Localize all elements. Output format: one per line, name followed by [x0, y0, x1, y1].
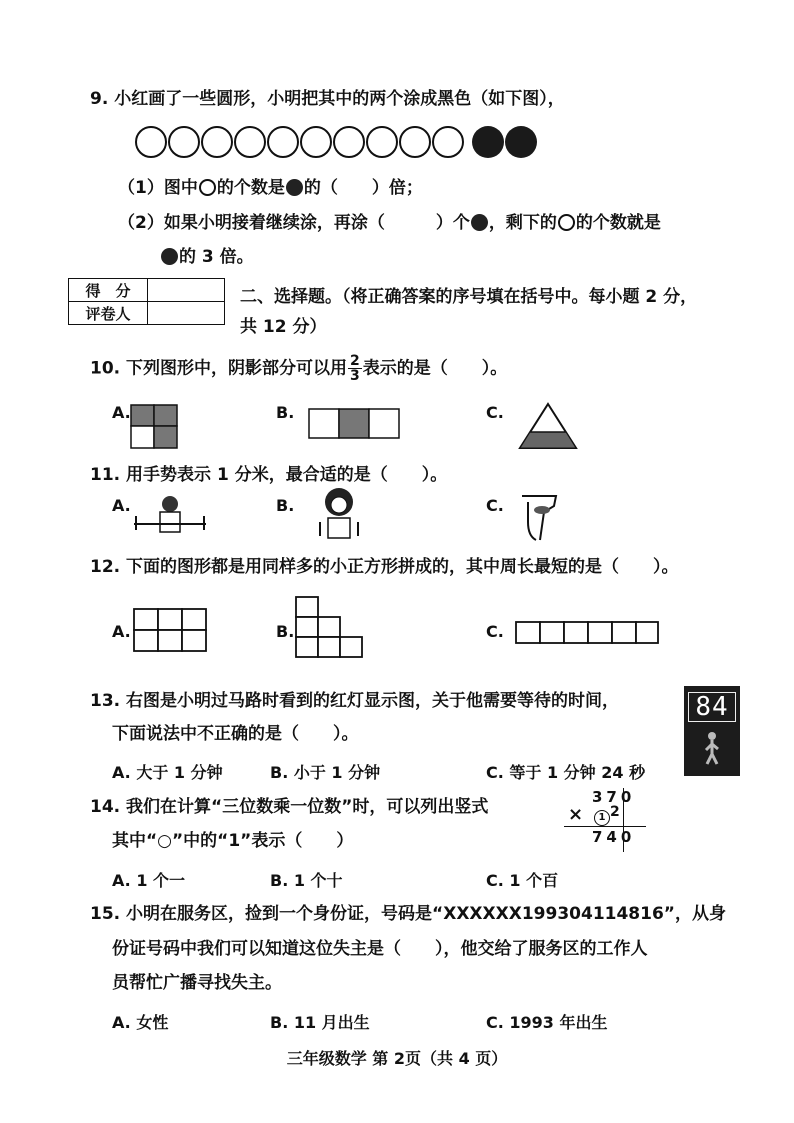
q13-stem-cont: 下面说法中不正确的是（ ）。 — [112, 724, 359, 744]
black-circle-icon — [161, 248, 178, 265]
q11-option-a[interactable]: A. — [112, 496, 131, 515]
q9-circle-row — [134, 124, 544, 160]
page-footer: 三年级数学 第 2页（共 4 页） — [286, 1049, 508, 1068]
q14-option-a[interactable]: A. 1 个一 — [112, 871, 186, 890]
section2-title: 二、选择题。（将正确答案的序号填在括号中。每小题 2 分， — [240, 287, 698, 307]
vertical-multiplication: 370 × 1 2 740 — [560, 788, 650, 854]
q13-option-a[interactable]: A. 大于 1 分钟 — [112, 763, 223, 782]
white-circle-icon — [558, 214, 575, 231]
black-circle — [472, 126, 504, 158]
white-circle — [268, 127, 298, 157]
section2-title-cont: 共 12 分） — [240, 317, 327, 337]
q9-part2-cont: 的 3 倍。 — [160, 246, 254, 268]
white-circle — [235, 127, 265, 157]
black-circle — [505, 126, 537, 158]
white-circle — [400, 127, 430, 157]
black-circle-icon — [286, 179, 303, 196]
countdown-digits: 84 — [688, 692, 736, 722]
q9-stem: 9. 小红画了一些圆形，小明把其中的两个涂成黑色（如下图）， — [90, 89, 565, 109]
white-circle — [367, 127, 397, 157]
q15-stem-cont: 份证号码中我们可以知道这位失主是（ ），他交给了服务区的工作人 — [112, 939, 648, 959]
q15-option-b[interactable]: B. 11 月出生 — [270, 1013, 370, 1032]
q15-option-a[interactable]: A. 女性 — [112, 1013, 169, 1032]
q15-option-c[interactable]: C. 1993 年出生 — [486, 1013, 608, 1032]
q9-part1: （1）图中 的个数是 的（ ）倍； — [118, 178, 423, 198]
white-circle — [169, 127, 199, 157]
q10-option-a[interactable]: A. — [112, 403, 131, 422]
white-circle — [334, 127, 364, 157]
q10-figure-c — [518, 402, 578, 450]
white-circle — [202, 127, 232, 157]
white-circle — [301, 127, 331, 157]
q11-option-b[interactable]: B. — [276, 496, 295, 515]
white-circle — [433, 127, 463, 157]
white-circle — [136, 127, 166, 157]
carry-circle: 1 — [594, 810, 610, 826]
traffic-light-display — [684, 686, 740, 776]
calc-line — [564, 826, 646, 827]
q15-stem-cont2: 员帮忙广播寻找失主。 — [112, 973, 282, 993]
q13-option-c[interactable]: C. 等于 1 分钟 24 秒 — [486, 763, 646, 782]
q11-stem: 11. 用手势表示 1 分米，最合适的是（ ）。 — [90, 465, 448, 485]
q14-option-b[interactable]: B. 1 个十 — [270, 871, 343, 890]
calc-vertical-line — [623, 788, 624, 852]
q11-gesture-b — [314, 486, 364, 540]
q14-stem: 14. 我们在计算“三位数乘一位数”时，可以列出竖式 — [90, 797, 489, 817]
q9-part2: （2）如果小明接着继续涂，再涂（ ）个 ，剩下的 的个数就是 — [118, 213, 661, 233]
q12-option-a[interactable]: A. — [112, 622, 131, 641]
q14-option-c[interactable]: C. 1 个百 — [486, 871, 559, 890]
q10-figure-b — [308, 408, 402, 440]
q12-option-b[interactable]: B. — [276, 622, 295, 641]
q12-stem: 12. 下面的图形都是用同样多的小正方形拼成的，其中周长最短的是（ ）。 — [90, 557, 679, 577]
q12-option-c[interactable]: C. — [486, 622, 504, 641]
grader-cell[interactable] — [148, 302, 225, 325]
q11-option-c[interactable]: C. — [486, 496, 504, 515]
score-box: 得 分 评卷人 — [68, 278, 225, 325]
q13-option-b[interactable]: B. 小于 1 分钟 — [270, 763, 381, 782]
q13-stem: 13. 右图是小明过马路时看到的红灯显示图，关于他需要等待的时间， — [90, 691, 620, 711]
q12-figure-c — [515, 621, 661, 645]
q12-figure-a — [133, 608, 211, 654]
score-cell[interactable] — [148, 279, 225, 302]
q10-option-b[interactable]: B. — [276, 403, 295, 422]
q12-figure-b — [295, 596, 367, 660]
q10-figure-a — [130, 404, 180, 450]
q11-gesture-a — [130, 494, 210, 536]
q10-stem: 10. 下列图形中，阴影部分可以用 $\frac{2}{3}$ 表示的是（ ）。 — [90, 353, 508, 384]
white-circle-icon — [199, 179, 216, 196]
q11-gesture-c — [514, 492, 564, 542]
pedestrian-icon — [684, 722, 740, 772]
black-circle-icon — [471, 214, 488, 231]
q14-stem-cont: 其中“○”中的“1”表示（ ） — [112, 831, 354, 851]
q10-option-c[interactable]: C. — [486, 403, 504, 422]
fraction: $\frac{2}{3}$ — [350, 353, 360, 384]
q15-stem: 15. 小明在服务区，捡到一个身份证，号码是“XXXXXX199304114816”，从身 — [90, 904, 726, 924]
